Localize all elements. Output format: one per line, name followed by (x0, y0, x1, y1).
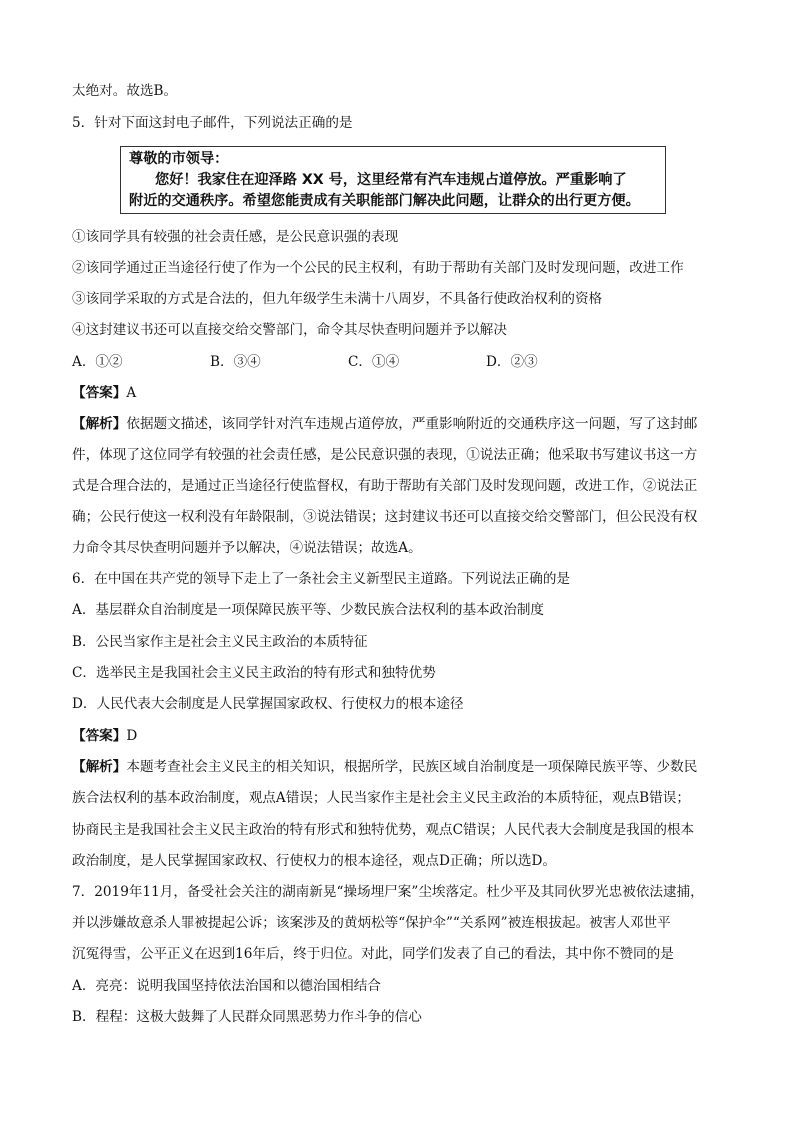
q6-analysis-line-3: 协商民主是我国社会主义民主政治的特有形式和独特优势，观点C错误；人民代表大会制度是我国的根本 (72, 822, 695, 838)
answer-label: 【答案】 (72, 385, 127, 401)
analysis-text: 依据题文描述，该同学针对汽车违规占道停放，严重影响附近的交通秩序这一问题，写了这封邮 (126, 416, 698, 432)
question-7-stem-line-1: 7．2019年11月，备受社会关注的湖南新晃“操场埋尸案”尘埃落定。杜少平及其同伙罗光忠被依法逮捕， (72, 884, 704, 900)
q6-analysis-line-2: 族合法权利的基本政治制度，观点A错误；人民当家作主是社会主义民主政治的本质特征，观点B错误； (72, 790, 690, 806)
q5-analysis-line-1 (72, 414, 732, 434)
q6-analysis-line-1 (72, 757, 732, 777)
question-7-stem-line-3: 沉冤得雪，公平正义在迟到16年后，终于归位。对此，同学们发表了自己的看法，其中你不赞同的是 (72, 946, 674, 962)
q5-answer (72, 383, 732, 403)
statement-2: ②该同学通过正当途径行使了作为一个公民的民主权利，有助于帮助有关部门及时发现问题，改进工作 (72, 260, 684, 276)
q5-option-b: B．③④ (210, 354, 261, 370)
q5-option-d: D．②③ (486, 354, 538, 370)
q7-choice-b: B．程程：这极大鼓舞了人民群众同黑恶势力作斗争的信心 (72, 1009, 422, 1025)
q6-answer (72, 726, 732, 746)
statement-4: ④这封建议书还可以直接交给交警部门，命令其尽快查明问题并予以解决 (72, 322, 507, 338)
continuation-text: 太绝对。故选B。 (72, 83, 178, 99)
analysis-text: 本题考查社会主义民主的相关知识，根据所学，民族区域自治制度是一项保障民族平等、少数民 (126, 759, 698, 775)
statement-3: ③该同学采取的方式是合法的，但九年级学生未满十八周岁，不具备行使政治权利的资格 (72, 291, 603, 307)
answer-label: 【答案】 (72, 728, 127, 744)
question-5-stem: 5．针对下面这封电子邮件，下列说法正确的是 (72, 115, 353, 131)
q6-analysis-line-4: 政治制度，是人民掌握国家政权、行使权力的根本途径，观点D正确；所以选D。 (72, 853, 556, 869)
q5-analysis-line-2: 件，体现了这位同学有较强的社会责任感，是公民意识强的表现，①说法正确；他采取书写建议书这一方 (72, 447, 698, 463)
q5-analysis-line-3: 式是合理合法的，是通过正当途径行使监督权，有助于帮助有关部门及时发现问题，改进工作，②说法正 (72, 478, 698, 494)
email-letter-box (120, 146, 666, 214)
q7-choice-a: A．亮亮：说明我国坚持依法治国和以德治国相结合 (72, 978, 381, 994)
letter-body-line-2: 附近的交通秩序。希望您能责成有关职能部门解决此问题，让群众的出行更方便。 (129, 193, 640, 209)
q5-analysis-line-4: 确；公民行使这一权利没有年龄限制，③说法错误；这封建议书还可以直接交给交警部门，但公民没有权 (72, 509, 698, 525)
letter-body-line-1: 您好！我家住在迎泽路 XX 号，这里经常有汽车违规占道停放。严重影响了 (155, 172, 627, 188)
letter-salutation: 尊敬的市领导： (129, 151, 229, 167)
q6-choice-b: B．公民当家作主是社会主义民主政治的本质特征 (72, 634, 368, 650)
answer-value: A (126, 385, 137, 401)
statement-1: ①该同学具有较强的社会责任感，是公民意识强的表现 (72, 229, 399, 245)
q5-option-c: C．①④ (348, 354, 400, 370)
q6-choice-c: C．选举民主是我国社会主义民主政治的特有形式和独特优势 (72, 665, 436, 681)
q5-option-a: A．①② (72, 354, 123, 370)
analysis-label: 【解析】 (72, 416, 127, 432)
q6-choice-d: D．人民代表大会制度是人民掌握国家政权、行使权力的根本途径 (72, 696, 464, 712)
analysis-label: 【解析】 (72, 759, 127, 775)
question-6-stem: 6．在中国在共产党的领导下走上了一条社会主义新型民主道路。下列说法正确的是 (72, 571, 571, 587)
question-7-stem-line-2: 并以涉嫌故意杀人罪被提起公诉；该案涉及的黄炳松等“保护伞”“关系网”被连根拔起。被害人邓世平 (72, 915, 671, 931)
q5-analysis-line-5: 力命令其尽快查明问题并予以解决，④说法错误；故选A。 (72, 540, 422, 556)
q6-choice-a: A．基层群众自治制度是一项保障民族平等、少数民族合法权利的基本政治制度 (72, 602, 545, 618)
answer-value: D (126, 728, 138, 744)
